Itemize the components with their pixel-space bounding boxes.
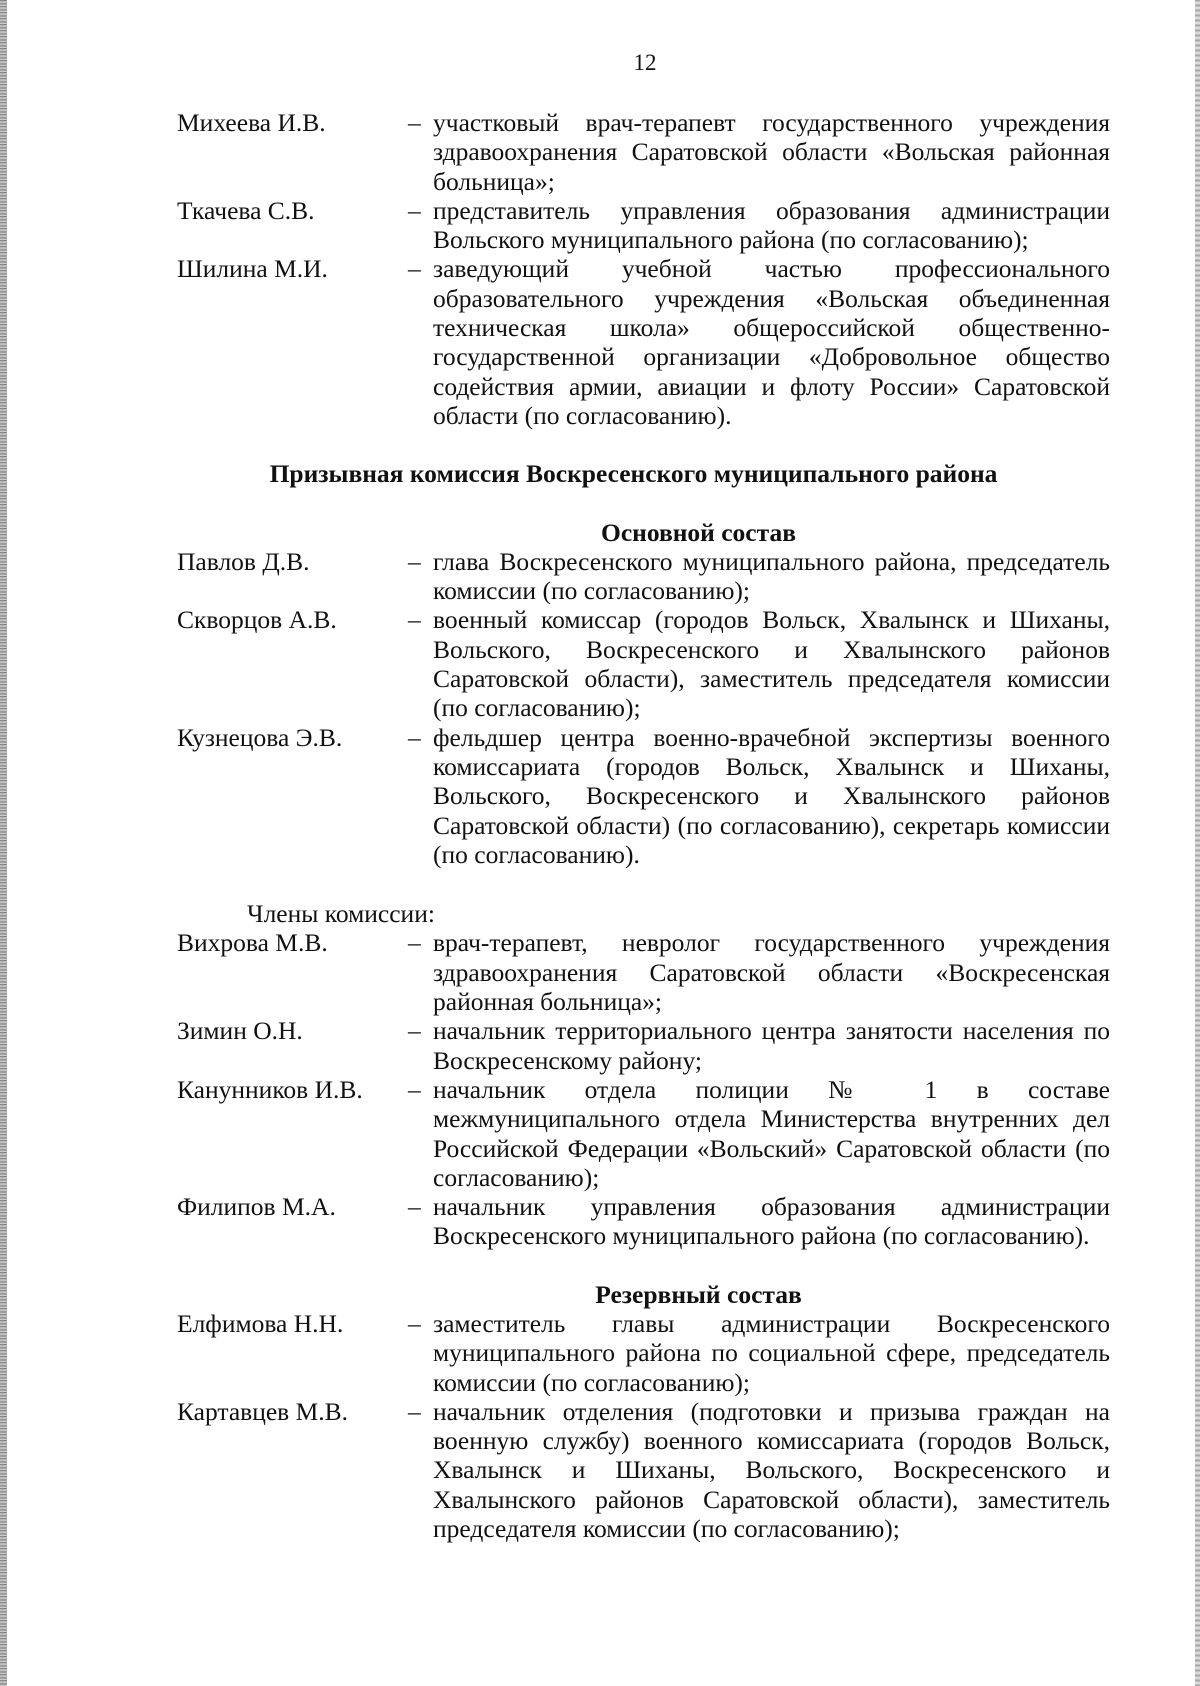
member-row: [177, 1192, 1110, 1251]
member-description: фельдшер центра военно-врачебной экспертизы военного комиссариата (городов Вольск, Хвалынск и Шиханы, Вольского, Воскресенского и Хвалынского районов Саратовской области) (по согласованию), секретарь комиссии (по согласованию).: [433, 722, 1110, 869]
member-description: начальник территориального центра занятости населения по Воскресенскому району;: [433, 1016, 1110, 1075]
member-description: военный комиссар (городов Вольск, Хвалынск и Шиханы, Вольского, Воскресенского и Хвалынского районов Саратовской области), заместитель председателя комиссии (по согласованию);: [433, 605, 1110, 723]
member-row: [177, 605, 1110, 722]
member-name: Зимин О.Н.: [177, 1016, 303, 1046]
member-row: [177, 254, 1110, 430]
member-name: Павлов Д.В.: [177, 546, 310, 576]
commission-title: Призывная комиссия Воскресенского муниципального района: [269, 459, 998, 489]
member-dash: –: [408, 722, 421, 752]
member-row: [177, 723, 1110, 869]
member-dash: –: [408, 1192, 421, 1222]
member-description: участковый врач-терапевт государственного учреждения здравоохранения Саратовской области «Вольская районная больница»;: [433, 108, 1110, 196]
member-name: Вихрова М.В.: [177, 928, 328, 958]
member-name: Елфимова Н.Н.: [177, 1308, 344, 1338]
member-description: начальник отдела полиции № 1 в составе межмуниципального отдела Министерства внутренних дел Российской Федерации «Вольский» Саратовской области (по согласованию);: [433, 1074, 1110, 1192]
page-number: 12: [633, 50, 657, 75]
member-row: [177, 1309, 1110, 1397]
member-dash: –: [408, 1308, 421, 1338]
member-row: [177, 196, 1110, 255]
member-row: [177, 928, 1110, 1016]
member-dash: –: [408, 195, 421, 225]
scan-edge-left: [0, 0, 7, 1686]
member-dash: –: [408, 1074, 421, 1104]
member-dash: –: [408, 108, 421, 137]
member-dash: –: [408, 254, 421, 284]
member-dash: –: [408, 1016, 421, 1046]
member-name: Филипов М.А.: [177, 1192, 336, 1222]
member-name: Кузнецова Э.В.: [177, 722, 343, 752]
reserve-composition-heading: Резервный состав: [595, 1279, 802, 1309]
member-description: представитель управления образования администрации Вольского муниципального района (по согласованию);: [433, 195, 1110, 255]
members-label: Члены комиссии:: [247, 899, 435, 929]
member-description: глава Воскресенского муниципального района, председатель комиссии (по согласованию);: [433, 546, 1110, 606]
member-name: Ткачева С.В.: [177, 195, 315, 225]
member-name: Картавцев М.В.: [177, 1396, 349, 1426]
member-row: [177, 108, 1110, 196]
member-row: [177, 547, 1110, 606]
member-dash: –: [408, 546, 421, 576]
member-row: [177, 1397, 1110, 1543]
member-description: врач-терапевт, невролог государственного учреждения здравоохранения Саратовской области «Воскресенская районная больница»;: [433, 928, 1110, 1017]
member-dash: –: [408, 928, 421, 958]
main-composition-heading: Основной состав: [601, 517, 796, 547]
member-description: начальник управления образования администрации Воскресенского муниципального района (по согласованию).: [433, 1192, 1110, 1251]
member-row: [177, 1075, 1110, 1192]
member-name: Михеева И.В.: [177, 108, 326, 137]
member-name: Скворцов А.В.: [177, 605, 337, 635]
scan-edge-right: [1195, 0, 1200, 1686]
member-dash: –: [408, 1396, 421, 1426]
member-description: заведующий учебной частью профессионального образовательного учреждения «Вольская объединенная техническая школа» общероссийской общественно-государственной организации «Добровольное общество содействия армии, авиации и флоту России» Саратовской области (по согласованию).: [433, 254, 1110, 430]
member-row: [177, 1016, 1110, 1075]
member-name: Шилина М.И.: [177, 254, 328, 284]
member-dash: –: [408, 605, 421, 635]
document-body: [177, 108, 1110, 1543]
member-name: Канунников И.В.: [177, 1074, 363, 1104]
member-description: заместитель главы администрации Воскресенского муниципального района по социальной сфере, председатель комиссии (по согласованию);: [433, 1308, 1110, 1397]
member-description: начальник отделения (подготовки и призыва граждан на военную службу) военного комиссариата (городов Вольск, Хвалынск и Шиханы, Вольского, Воскресенского и Хвалынского районов Саратовской области), заместитель председателя комиссии (по согласованию);: [433, 1396, 1110, 1544]
